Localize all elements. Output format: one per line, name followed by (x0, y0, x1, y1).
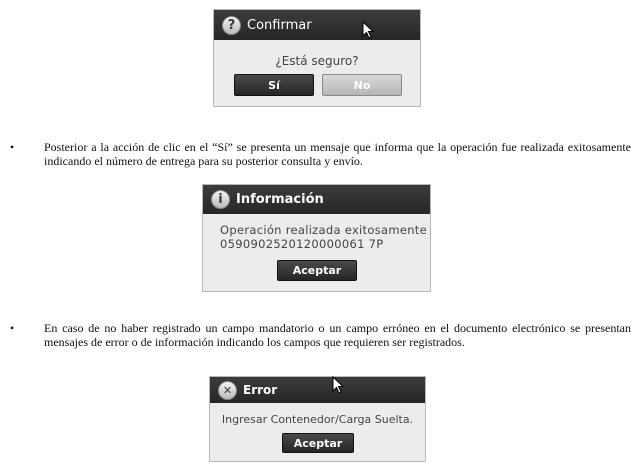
confirm-dialog-title: Confirmar (247, 17, 312, 33)
error-dialog (209, 376, 426, 462)
info-dialog-title: Información (236, 192, 324, 207)
no-button[interactable]: No (322, 74, 402, 96)
info-dialog-body (203, 214, 430, 292)
error-dialog-title: Error (243, 383, 278, 397)
confirm-dialog-header (214, 10, 420, 40)
confirm-message: ¿Está seguro? (275, 54, 359, 68)
paragraph-1-text: Posterior a la acción de clic en el “Sí” se presenta un mensaje que informa que la operación fue realizada exitosamente indicando el número de entrega para su posterior consulta y envío. (44, 140, 631, 168)
confirm-dialog-body (214, 40, 420, 107)
error-accept-button[interactable]: Aceptar (282, 433, 354, 453)
error-icon: ✕ (218, 381, 237, 400)
accept-button[interactable]: Aceptar (277, 260, 357, 281)
error-message: Ingresar Contenedor/Carga Suelta. (221, 413, 414, 426)
mouse-pointer-icon (332, 376, 344, 394)
mouse-pointer-icon (362, 21, 374, 39)
bullet-2: • (10, 321, 15, 335)
confirm-dialog (213, 9, 421, 107)
paragraph-2 (10, 321, 631, 349)
paragraph-1 (10, 140, 631, 168)
question-icon: ? (222, 16, 241, 35)
error-dialog-body (210, 403, 425, 462)
yes-button[interactable]: Sí (234, 74, 314, 96)
info-message-line-1: Operación realizada exitosamente (220, 223, 427, 237)
bullet-1: • (10, 140, 15, 154)
error-dialog-header (210, 377, 425, 403)
info-dialog (202, 184, 431, 292)
delivery-number: 0590902520120000061 7P (220, 237, 384, 251)
info-dialog-header (203, 185, 430, 214)
info-icon: i (211, 190, 230, 209)
paragraph-2-text: En caso de no haber registrado un campo mandatorio o un campo erróneo en el documento electrónico se presentan mensajes de error o de información indicando los campos que requieren ser registrados. (44, 321, 631, 349)
